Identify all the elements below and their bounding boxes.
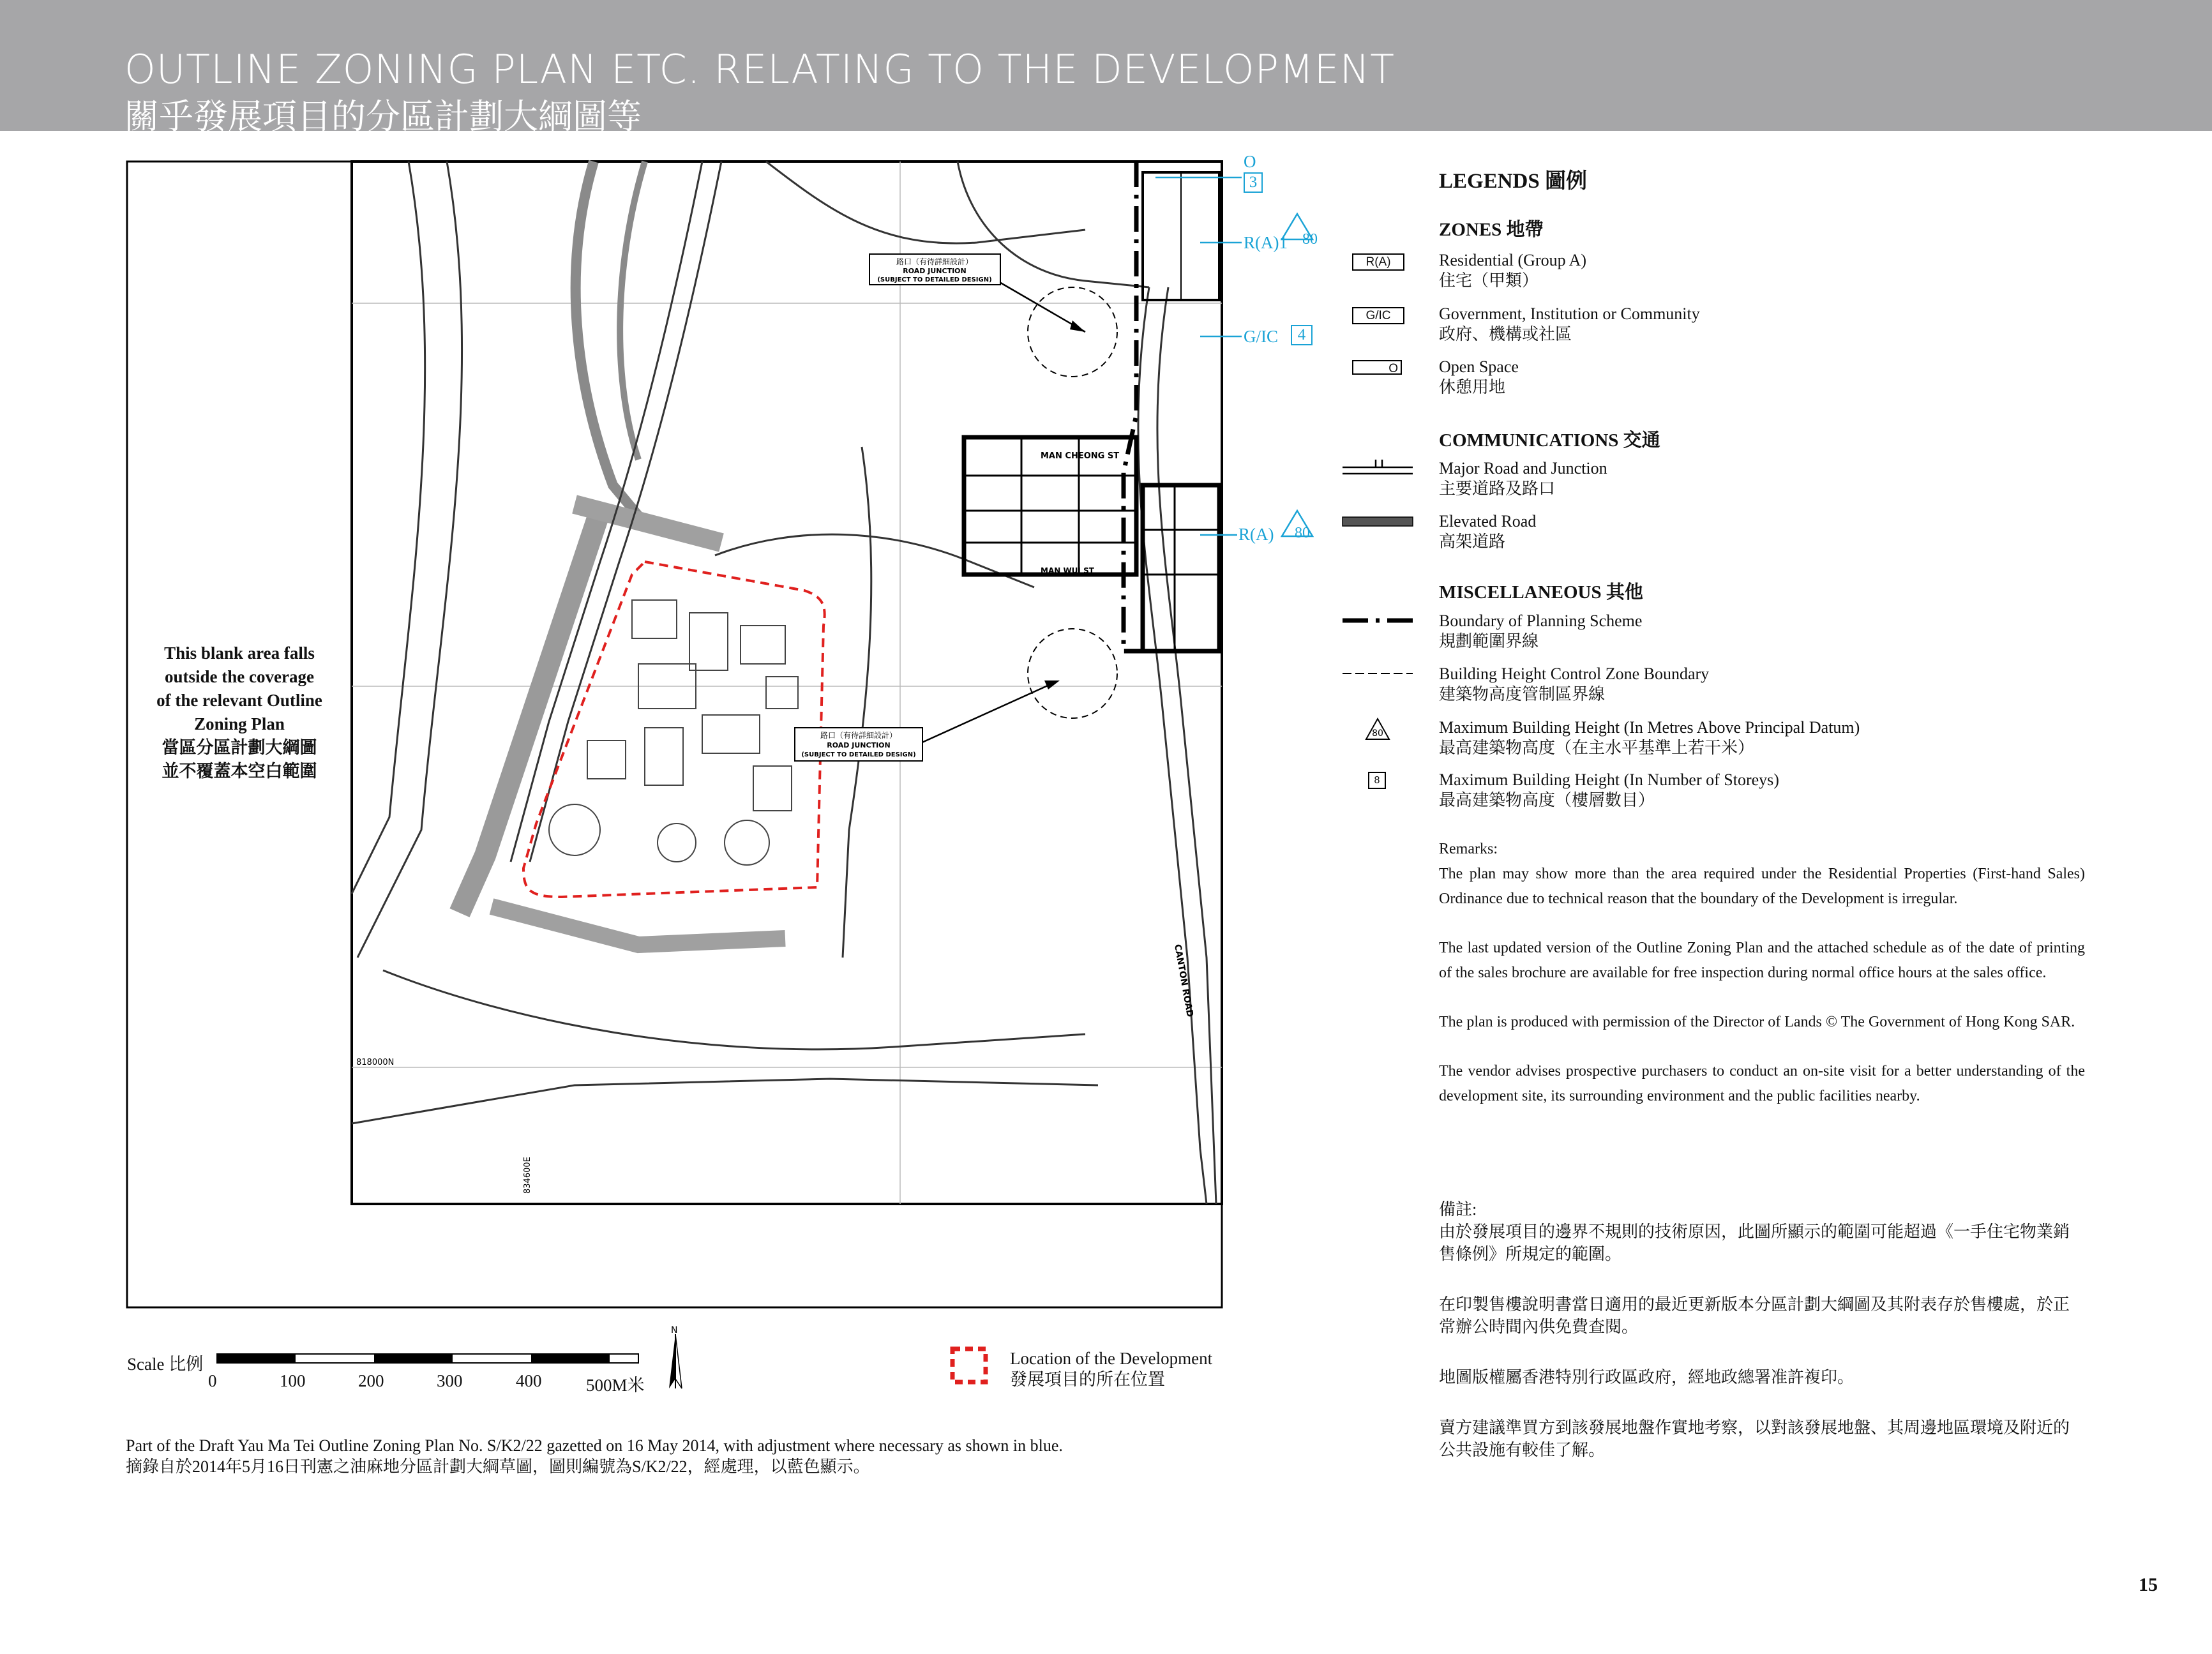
legend-zones-title: ZONES 地帶 — [1439, 220, 1544, 240]
scale-tick: 200 — [358, 1371, 384, 1390]
page-title: OUTLINE ZONING PLAN ETC. RELATING TO THE DEVELOPMENT — [124, 46, 1395, 93]
legend-zone-zh: 政府、機構或社區 — [1439, 325, 1572, 343]
major-roads — [352, 162, 1216, 1204]
scale-tick: 0 — [208, 1371, 217, 1390]
legend-zone-en: Open Space — [1439, 357, 1519, 376]
legend-misc-en: Maximum Building Height (In Metres Above Principal Datum) — [1439, 718, 1860, 737]
blank-note-line: of the relevant Outline — [156, 691, 322, 710]
road-junction-label-2: ROAD JUNCTION — [903, 267, 967, 275]
legend-comm-item — [1439, 458, 1607, 499]
remark-paragraph: The plan is produced with permission of the Director of Lands © The Government of Hong Kong SAR. — [1439, 1014, 2075, 1030]
scale-tick: 100 — [280, 1371, 306, 1390]
remark-paragraph: The last updated version of the Outline Zoning Plan and the attached schedule as of the date of printing of the sales brochure are available for free inspection during normal office hours at the sales office. — [1439, 940, 2085, 981]
annotation-ra1: R(A)1 — [1244, 233, 1288, 252]
scale-label: Scale 比例 — [127, 1355, 204, 1374]
development-location-icon — [952, 1349, 986, 1382]
arrow-head-north — [1070, 320, 1085, 332]
page-number: 15 — [2139, 1574, 2158, 1595]
legend-zone-item — [1439, 357, 1519, 398]
junction-circle-south — [1028, 629, 1117, 718]
remark-paragraph: The vendor advises prospective purchasers to conduct an on-site visit for a better understanding of the development site, its surrounding environment and the public facilities nearby. — [1439, 1063, 2085, 1104]
legend-zone-zh: 住宅（甲類） — [1439, 271, 1539, 290]
road-junction-label-1b: 路口（有待詳細設計） — [820, 731, 898, 740]
legend-misc-zh: 最高建築物高度（樓層數目） — [1439, 791, 1655, 809]
legend-misc-en: Maximum Building Height (In Number of Storeys) — [1439, 771, 1779, 789]
blank-note-line: This blank area falls — [164, 643, 315, 663]
junction-circle-north — [1028, 287, 1117, 377]
development-buildings — [549, 600, 798, 865]
legend-misc-zh: 最高建築物高度（在主水平基準上若干米） — [1439, 739, 1755, 757]
arrow-head-south — [1044, 680, 1060, 689]
legend-misc-item — [1439, 664, 1709, 705]
legend-misc-title: MISCELLANEOUS 其他 — [1439, 582, 1643, 603]
map-caption — [126, 1435, 1063, 1477]
annotation-ra-height: 80 — [1295, 525, 1310, 541]
caption-en: Part of the Draft Yau Ma Tei Outline Zoning Plan No. S/K2/22 gazetted on 16 May 2014, with adjustment where necessary as shown in blue. — [126, 1436, 1063, 1455]
grid-east-label: 834600E — [523, 1157, 532, 1194]
legend-height-symbol-text: 80 — [1372, 728, 1383, 739]
annotation-o-number: 3 — [1244, 172, 1263, 193]
remark-paragraph-zh: 地圖版權屬香港特別行政區政府，經地政總署准許複印。 — [1439, 1368, 1855, 1387]
annotation-ra1-height: 80 — [1302, 231, 1318, 248]
legend-comm-zh: 高架道路 — [1439, 532, 1506, 551]
scale-tick: 300 — [437, 1371, 463, 1390]
blank-area-note — [134, 642, 345, 783]
scale-tick: 500M米 — [586, 1376, 645, 1395]
legend-misc-item — [1439, 770, 1779, 811]
street-man-wui: MAN WUI ST — [1041, 566, 1094, 575]
remark-paragraph: The plan may show more than the area required under the Residential Properties (First-hand Sales) Ordinance due to technical reason that the boundary of the Development is irregular. — [1439, 866, 2085, 907]
map-grid — [352, 162, 1222, 1204]
legend-title: LEGENDS 圖例 — [1439, 170, 1587, 193]
arrow-line-south — [919, 683, 1053, 744]
legend-zone-symbol: G/IC — [1352, 307, 1404, 324]
legend-misc-en: Boundary of Planning Scheme — [1439, 612, 1643, 630]
legend-misc-zh: 規劃範圍界線 — [1439, 632, 1539, 650]
legend-comm-en: Major Road and Junction — [1439, 459, 1607, 477]
legend-misc-item — [1439, 718, 1860, 758]
road-junction-label-1: 路口（有待詳細設計） — [896, 257, 974, 266]
remarks-en — [1439, 837, 2085, 1133]
legend-zone-symbol: R(A) — [1352, 253, 1404, 271]
remark-paragraph-zh: 賣方建議準買方到該發展地盤作實地考察，以對該發展地盤、其周邊地區環境及附近的公共設施有較佳了解。 — [1439, 1418, 2070, 1459]
blank-note-line: Zoning Plan — [194, 714, 285, 733]
legend-comm-item — [1439, 511, 1536, 552]
remark-paragraph-zh: 由於發展項目的邊界不規則的技術原因，此圖所顯示的範圍可能超過《一手住宅物業銷售條例》所規定的範圍。 — [1439, 1222, 2070, 1263]
legend-comm-en: Elevated Road — [1439, 512, 1537, 530]
location-legend — [1010, 1348, 1212, 1390]
grid-north-label: 818000N — [356, 1058, 395, 1067]
legend-communications-title: COMMUNICATIONS 交通 — [1439, 430, 1660, 451]
page-title-chinese: 關乎發展項目的分區計劃大綱圖等 — [124, 96, 642, 137]
scale-tick: 400 — [516, 1371, 542, 1390]
remarks-zh — [1439, 1198, 2085, 1489]
location-legend-zh: 發展項目的所在位置 — [1010, 1370, 1165, 1389]
road-junction-label-3: (SUBJECT TO DETAILED DESIGN) — [877, 276, 992, 283]
north-arrow-icon — [669, 1334, 682, 1388]
blue-leader-lines — [1155, 177, 1313, 536]
legend-zone-symbol: O — [1352, 360, 1402, 375]
legend-zone-item — [1439, 250, 1586, 291]
remarks-title-zh: 備註: — [1439, 1200, 1477, 1219]
blank-note-line: outside the coverage — [165, 667, 314, 686]
legend-zone-item — [1439, 304, 1700, 345]
remark-paragraph-zh: 在印製售樓說明書當日適用的最近更新版本分區計劃大綱圖及其附表存於售樓處，於正常辦公時間內供免費查閱。 — [1439, 1295, 2070, 1336]
legend-zone-zh: 休憩用地 — [1439, 378, 1506, 396]
legend-misc-item — [1439, 611, 1642, 652]
scale-bar — [217, 1354, 638, 1363]
street-man-cheong: MAN CHEONG ST — [1041, 451, 1120, 461]
annotation-ra: R(A) — [1238, 525, 1274, 544]
legend-misc-zh: 建築物高度管制區界線 — [1439, 685, 1606, 703]
annotation-gic: G/IC — [1244, 327, 1278, 346]
legend-misc-en: Building Height Control Zone Boundary — [1439, 665, 1710, 683]
planning-scheme-boundary — [1124, 162, 1219, 651]
legend-comm-zh: 主要道路及路口 — [1439, 479, 1556, 498]
legend-storeys-symbol: 8 — [1368, 772, 1386, 789]
location-legend-en: Location of the Development — [1010, 1349, 1213, 1368]
blank-note-line: 並不覆蓋本空白範圍 — [162, 762, 317, 781]
blank-note-line: 當區分區計劃大綱圖 — [162, 738, 317, 757]
legend-zone-en: Government, Institution or Community — [1439, 304, 1700, 323]
legend-zone-en: Residential (Group A) — [1439, 251, 1587, 269]
annotation-gic-storeys: 4 — [1291, 325, 1313, 345]
annotation-o: O — [1244, 152, 1256, 171]
street-canton-road: CANTON ROAD — [1172, 943, 1195, 1018]
caption-zh: 摘錄自於2014年5月16日刊憲之油麻地分區計劃大綱草圖，圖則編號為S/K2/22，經處理，以藍色顯示。 — [126, 1457, 870, 1476]
road-junction-label-3b: (SUBJECT TO DETAILED DESIGN) — [801, 751, 916, 758]
north-label: N — [671, 1325, 678, 1335]
map-area-frame — [352, 162, 1222, 1204]
road-junction-label-2b: ROAD JUNCTION — [827, 741, 891, 749]
remarks-title: Remarks: — [1439, 841, 1498, 857]
legend-symbols — [1343, 460, 1413, 739]
